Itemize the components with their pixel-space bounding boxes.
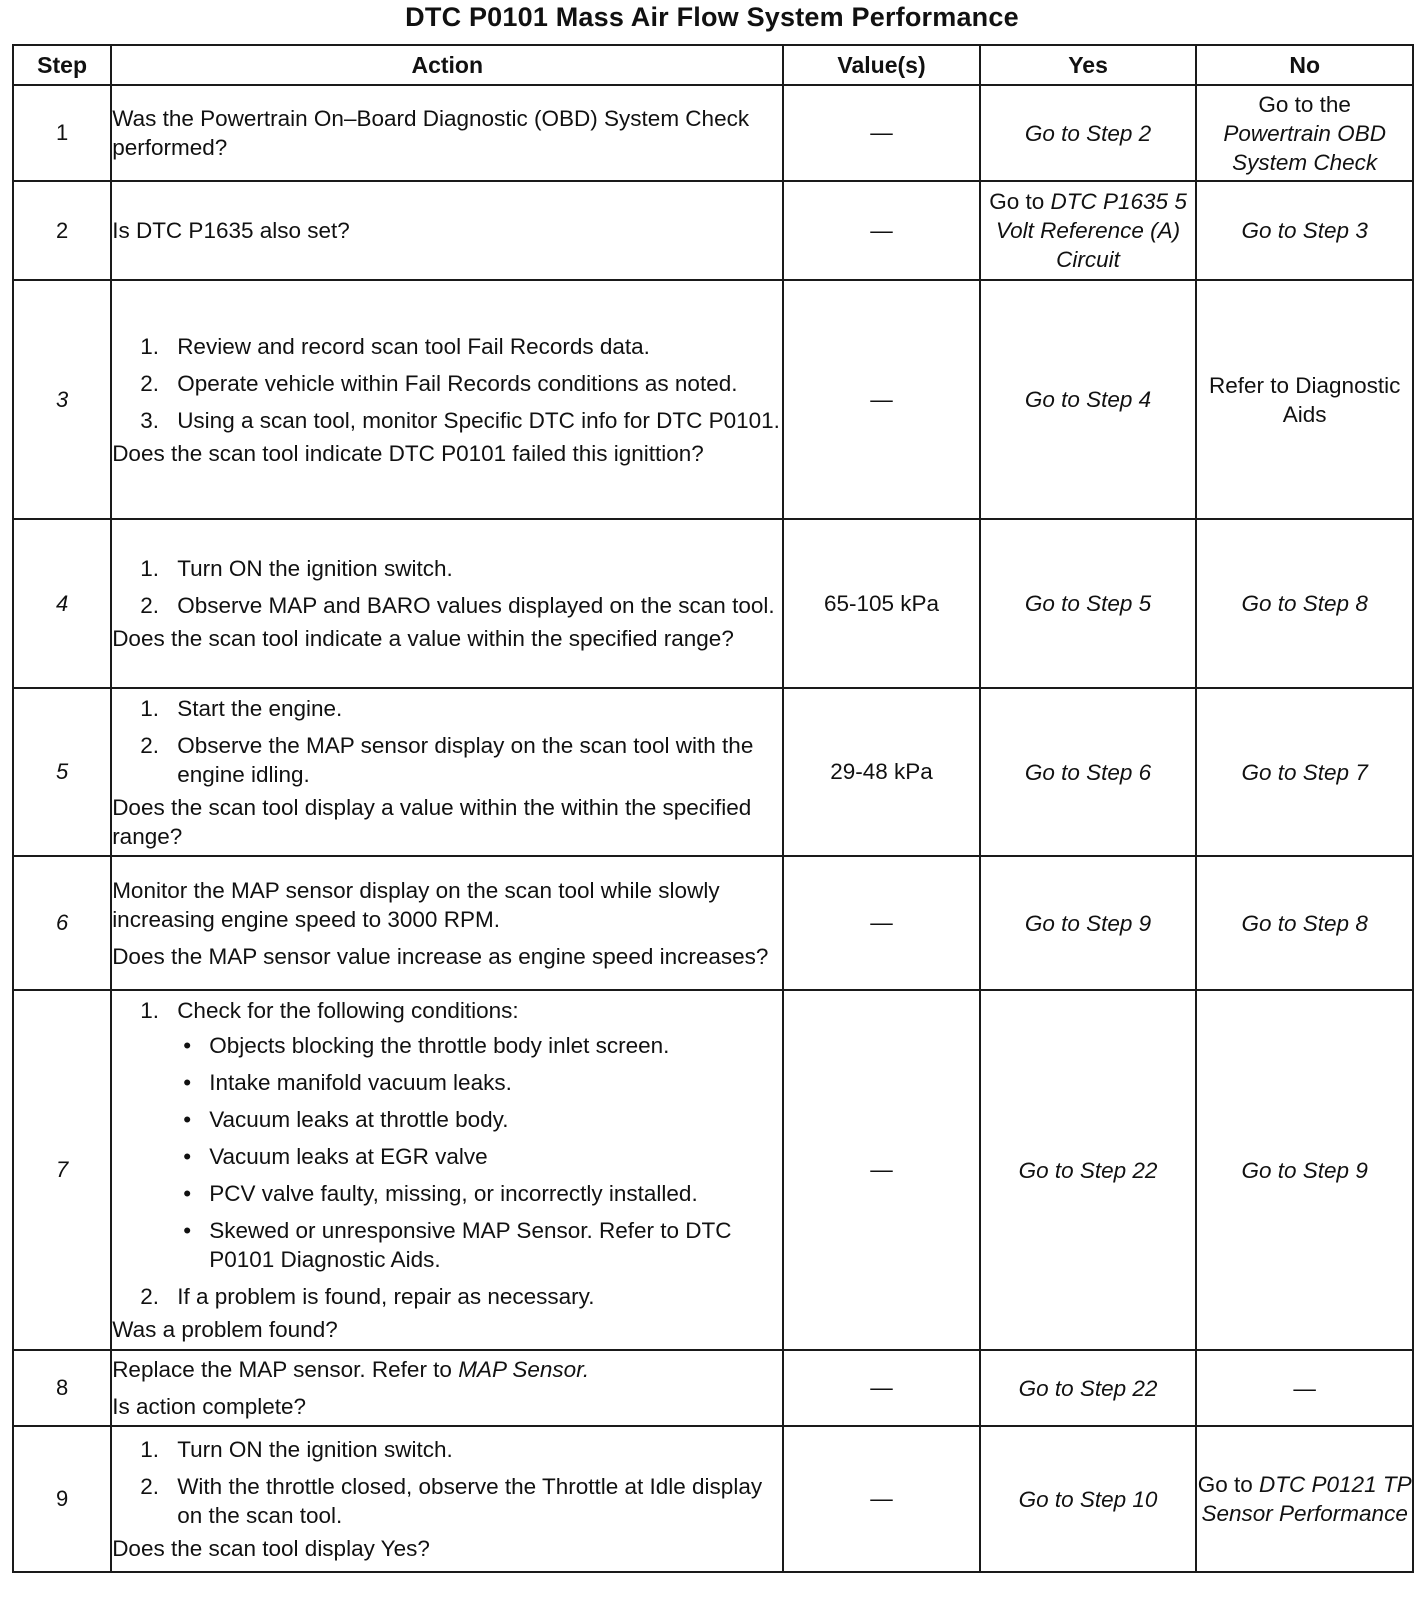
list-item: 1. Check for the following conditions: • Objects blocking the throttle body inlet screen. • Intake manifold vacuum leaks. • Vacuum leaks at throttle body. • Vacuum leaks at EGR valve • PCV valve faulty, missing, or incorrectly installed. • Skewed or unresponsive MAP Sensor. Refer to DTC P0101 Diagnostic Aids. <box>112 996 782 1274</box>
value-cell: — <box>783 85 979 181</box>
value-cell: — <box>783 280 979 519</box>
action-cell <box>111 519 783 688</box>
no-prefix: Go to <box>1197 1472 1253 1497</box>
no-cell <box>1196 85 1413 181</box>
yes-cell: Go to Step 22 <box>980 990 1197 1350</box>
no-cell: Go to Step 7 <box>1196 688 1413 856</box>
action-cell <box>111 990 783 1350</box>
action-text: Was the Powertrain On–Board Diagnostic (OBD) System Check performed? <box>112 106 750 160</box>
action-cell <box>111 85 783 181</box>
table-row <box>13 990 1413 1350</box>
value-cell: — <box>783 181 979 280</box>
list-item: 2. Operate vehicle within Fail Records conditions as noted. <box>140 370 738 396</box>
table-row <box>13 519 1413 688</box>
header-action: Action <box>111 45 783 85</box>
table-header-row <box>13 45 1413 85</box>
action-steps-list <box>112 332 782 435</box>
list-item: 1. Turn ON the ignition switch. <box>140 1437 453 1462</box>
table-row <box>13 1426 1413 1572</box>
action-question: Does the MAP sensor value increase as engine speed increases? <box>112 943 769 969</box>
value-cell: 65-105 kPa <box>783 519 979 688</box>
no-cell: — <box>1196 1350 1413 1426</box>
action-question: Does the scan tool indicate a value within the specified range? <box>112 626 734 651</box>
step-number: 1 <box>13 85 111 181</box>
action-text: Monitor the MAP sensor display on the scan tool while slowly increasing engine speed to 3000 RPM. <box>112 877 720 932</box>
yes-prefix: Go to <box>989 189 1045 214</box>
list-item: 2. With the throttle closed, observe the Throttle at Idle display on the scan tool. <box>140 1474 763 1528</box>
step-number: 7 <box>13 990 111 1350</box>
table-row <box>13 688 1413 856</box>
yes-cell: Go to Step 5 <box>980 519 1197 688</box>
header-no: No <box>1196 45 1413 85</box>
no-cell: Go to Step 8 <box>1196 856 1413 990</box>
bullet-item: • Vacuum leaks at EGR valve <box>183 1144 488 1169</box>
action-text: Is DTC P1635 also set? <box>112 218 350 243</box>
table-row <box>13 280 1413 519</box>
no-prefix: Go to the <box>1258 91 1351 117</box>
action-question: Is action complete? <box>112 1394 307 1419</box>
list-item: 1. Review and record scan tool Fail Records data. <box>140 333 650 359</box>
action-cell <box>111 856 783 990</box>
yes-cell: Go to Step 4 <box>980 280 1197 519</box>
yes-link: DTC P1635 5 Volt Reference (A) Circuit <box>995 189 1187 272</box>
value-cell: — <box>783 856 979 990</box>
action-steps-list <box>112 694 782 789</box>
step-number: 4 <box>13 519 111 688</box>
yes-cell: Go to Step 2 <box>980 85 1197 181</box>
step-number: 8 <box>13 1350 111 1426</box>
yes-cell: Go to Step 6 <box>980 688 1197 856</box>
no-cell: Go to Step 3 <box>1196 181 1413 280</box>
value-cell: 29-48 kPa <box>783 688 979 856</box>
value-cell: — <box>783 1350 979 1426</box>
action-question: Does the scan tool display a value within the within the specified range? <box>112 794 752 849</box>
bullet-item: • Objects blocking the throttle body inlet screen. <box>183 1033 670 1058</box>
no-cell: Go to Step 8 <box>1196 519 1413 688</box>
header-yes: Yes <box>980 45 1197 85</box>
action-steps-list <box>112 554 782 620</box>
table-row <box>13 85 1413 181</box>
bullet-item: • Intake manifold vacuum leaks. <box>183 1070 512 1095</box>
step-number: 3 <box>13 280 111 519</box>
action-cell <box>111 688 783 856</box>
action-steps-list <box>112 996 782 1311</box>
bullet-item: • Vacuum leaks at throttle body. <box>183 1107 509 1132</box>
bullet-item: • Skewed or unresponsive MAP Sensor. Refer to DTC P0101 Diagnostic Aids. <box>183 1218 732 1272</box>
bullet-item: • PCV valve faulty, missing, or incorrectly installed. <box>183 1181 698 1206</box>
table-row <box>13 856 1413 990</box>
value-cell: — <box>783 1426 979 1572</box>
step-number: 6 <box>13 856 111 990</box>
action-cell <box>111 1426 783 1572</box>
step-number: 2 <box>13 181 111 280</box>
yes-cell: Go to Step 22 <box>980 1350 1197 1426</box>
action-question: Does the scan tool indicate DTC P0101 failed this ignittion? <box>112 440 704 466</box>
step-number: 9 <box>13 1426 111 1572</box>
step-number: 5 <box>13 688 111 856</box>
header-values: Value(s) <box>783 45 979 85</box>
no-cell: Go to Step 9 <box>1196 990 1413 1350</box>
yes-cell <box>980 181 1197 280</box>
table-row <box>13 181 1413 280</box>
no-cell: Refer to Diagnostic Aids <box>1196 280 1413 519</box>
value-cell: — <box>783 990 979 1350</box>
action-question: Does the scan tool display Yes? <box>112 1536 430 1561</box>
action-steps-list <box>112 1435 782 1530</box>
action-link: MAP Sensor. <box>458 1357 590 1382</box>
list-item: 1. Start the engine. <box>140 695 343 721</box>
action-question: Was a problem found? <box>112 1317 338 1342</box>
no-cell <box>1196 1426 1413 1572</box>
action-cell <box>111 181 783 280</box>
yes-cell: Go to Step 9 <box>980 856 1197 990</box>
action-cell <box>111 280 783 519</box>
no-link: Powertrain OBD System Check <box>1223 120 1386 175</box>
list-item: 1. Turn ON the ignition switch. <box>140 556 453 581</box>
list-item: 2. Observe MAP and BARO values displayed on the scan tool. <box>140 593 775 618</box>
action-text: Replace the MAP sensor. Refer to MAP Sensor. <box>112 1357 590 1382</box>
action-cell <box>111 1350 783 1426</box>
list-item: 2. If a problem is found, repair as necessary. <box>140 1284 595 1309</box>
no-link: DTC P0121 TP Sensor Performance <box>1201 1472 1412 1526</box>
yes-cell: Go to Step 10 <box>980 1426 1197 1572</box>
list-item: 3. Using a scan tool, monitor Specific DTC info for DTC P0101. <box>140 407 780 433</box>
diagnostic-table <box>12 44 1414 1573</box>
page-title: DTC P0101 Mass Air Flow System Performance <box>405 2 1019 32</box>
table-row <box>13 1350 1413 1426</box>
header-step: Step <box>13 45 111 85</box>
list-item: 2. Observe the MAP sensor display on the scan tool with the engine idling. <box>140 732 754 787</box>
conditions-list <box>177 1031 782 1274</box>
